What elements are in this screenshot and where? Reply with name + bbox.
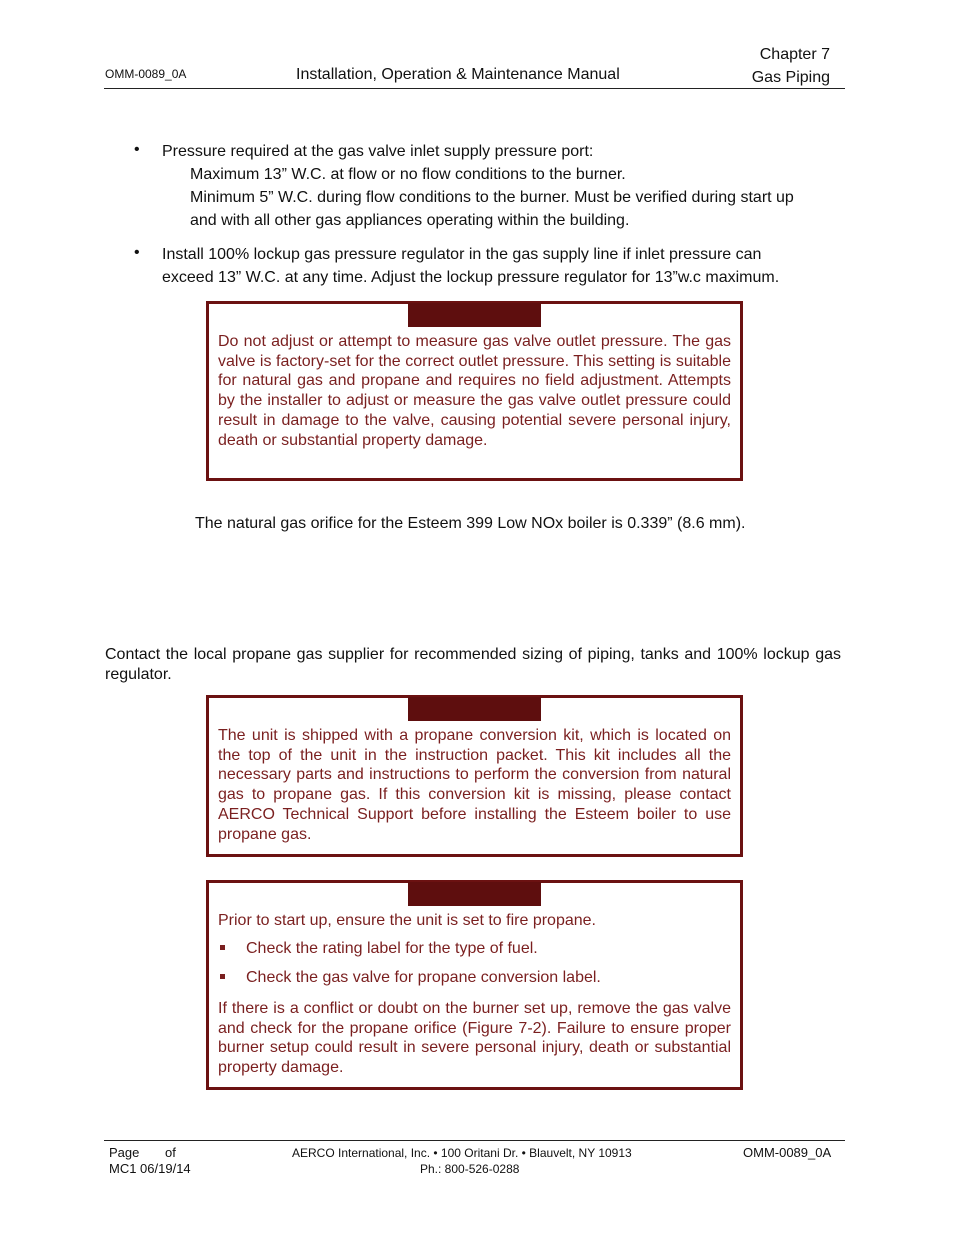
orifice-paragraph: The natural gas orifice for the Esteem 399 Low NOx boiler is 0.339” (8.6 mm). (195, 515, 746, 532)
warning-text: If there is a conflict or doubt on the burner set up, remove the gas valve and check for the propane orifice (Figure 7-2). Failure to ensure proper burner setup could result in severe personal injury, death or substantial property damage. (218, 1000, 731, 1077)
footer-rule (104, 1140, 845, 1141)
bullet-marker: • (134, 141, 140, 158)
warning-box-conversion-kit (206, 695, 743, 857)
header-chapter: Chapter 7 (759, 46, 830, 63)
header-section: Gas Piping (751, 69, 830, 86)
footer-company-line: AERCO International, Inc. • 100 Oritani Dr. • Blauvelt, NY 10913 (292, 1146, 632, 1160)
footer-of-label: of (165, 1145, 176, 1160)
warning-list-item-text: Check the rating label for the type of fuel. (246, 940, 538, 957)
bullet-1-lead: Pressure required at the gas valve inlet supply pressure port: (162, 143, 594, 160)
warning-header-tab (408, 303, 541, 327)
footer-page-label: Page (109, 1145, 140, 1160)
header-doc-number: OMM-0089_0A (105, 67, 187, 81)
bullet-2-line2: exceed 13” W.C. at any time. Adjust the lockup pressure regulator for 13”w.c maximum. (162, 269, 780, 286)
bullet-2-line1: Install 100% lockup gas pressure regulator in the gas supply line if inlet pressure can (162, 246, 762, 263)
footer-phone: Ph.: 800-526-0288 (420, 1162, 520, 1176)
warning-header-tab (408, 882, 541, 906)
warning-box-outlet-pressure (206, 301, 743, 481)
bullet-1-min: Minimum 5” W.C. during flow conditions to the burner. Must be verified during start up (190, 189, 794, 206)
warning-list-item-text: Check the gas valve for propane conversion label. (246, 969, 601, 986)
warning-box-propane-setup (206, 880, 743, 1090)
bullet-1-max: Maximum 13” W.C. at flow or no flow conditions to the burner. (190, 166, 626, 183)
warning-intro: Prior to start up, ensure the unit is set to fire propane. (218, 912, 596, 929)
header-rule (104, 88, 845, 89)
warning-text: Do not adjust or attempt to measure gas valve outlet pressure. The gas valve is factory-set for the correct outlet pressure. This setting is suitable for natural gas and propane and requires no field adjustment. Attempts by the installer to adjust or measure the gas valve outlet pressure could result in damage to the valve, causing potential severe personal injury, death or substantial property damage. (218, 333, 731, 449)
warning-header-tab (408, 697, 541, 721)
header-manual-title: Installation, Operation & Maintenance Manual (296, 66, 620, 83)
square-bullet-icon (220, 974, 225, 979)
footer-doc-number: OMM-0089_0A (743, 1145, 832, 1160)
bullet-1-min-cont: and with all other gas appliances operating within the building. (190, 212, 630, 229)
bullet-marker: • (134, 244, 140, 261)
warning-text: The unit is shipped with a propane conversion kit, which is located on the top of the unit in the instruction packet. This kit includes all the necessary parts and instructions to perform the conversion from natural gas to propane gas. If this conversion kit is missing, please contact AERCO Technical Support before installing the Esteem boiler to use propane gas. (218, 727, 731, 843)
warning-list-item (246, 969, 601, 987)
header-chapter-block (752, 43, 830, 89)
propane-paragraph: Contact the local propane gas supplier for recommended sizing of piping, tanks and 100% lockup gas regulator. (105, 646, 841, 683)
square-bullet-icon (220, 945, 225, 950)
footer-revision: MC1 06/19/14 (109, 1161, 191, 1176)
warning-list-item (246, 940, 538, 958)
